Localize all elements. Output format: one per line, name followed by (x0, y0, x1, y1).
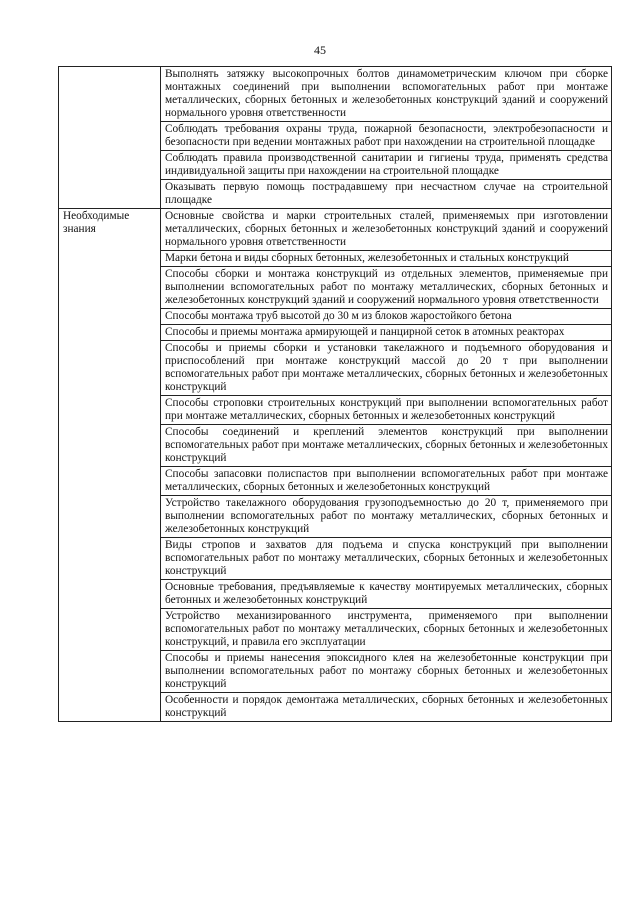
table-cell: Устройство механизированного инструмента, применяемого при выполнении вспомогательных работ по монтажу металлических, сборных бетонных и железобетонных конструкций, и правила его эксплуатации (161, 609, 612, 651)
table-row (59, 209, 612, 251)
table-cell: Особенности и порядок демонтажа металлических, сборных бетонных и железобетонных конструкций (161, 693, 612, 722)
table-cell: Марки бетона и виды сборных бетонных, железобетонных и стальных конструкций (161, 251, 612, 267)
table-cell: Способы сборки и монтажа конструкций из отдельных элементов, применяемые при выполнении вспомогательных работ по монтажу металлических, сборных бетонных и железобетонных конструкций зданий и сооружений нормального уровня ответственности (161, 267, 612, 309)
table-cell: Виды стропов и захватов для подъема и спуска конструкций при выполнении вспомогательных работ по монтажу металлических, сборных бетонных и железобетонных конструкций (161, 538, 612, 580)
table-cell: Основные свойства и марки строительных сталей, применяемых при изготовлении металлических, сборных бетонных и железобетонных конструкций зданий и сооружений нормального уровня ответственности (161, 209, 612, 251)
table-row (59, 67, 612, 122)
page-number: 45 (314, 43, 326, 57)
table-cell: Способы запасовки полиспастов при выполнении вспомогательных работ при монтаже металлических, сборных бетонных и железобетонных конструкций (161, 467, 612, 496)
table-cell: Способы и приемы монтажа армирующей и панцирной сеток в атомных реакторах (161, 325, 612, 341)
table-cell: Основные требования, предъявляемые к качеству монтируемых металлических, сборных бетонных и железобетонных конструкций (161, 580, 612, 609)
table-cell: Способы строповки строительных конструкций при выполнении вспомогательных работ при монтаже металлических, сборных бетонных и железобетонных конструкций (161, 396, 612, 425)
table-cell: Способы монтажа труб высотой до 30 м из блоков жаростойкого бетона (161, 309, 612, 325)
table-cell: Устройство такелажного оборудования грузоподъемностью до 20 т, применяемого при выполнении вспомогательных работ по монтажу металлических, сборных бетонных и железобетонных конструкций (161, 496, 612, 538)
table-cell: Способы соединений и креплений элементов конструкций при выполнении вспомогательных работ при монтаже металлических, сборных бетонных и железобетонных конструкций (161, 425, 612, 467)
table-cell: Соблюдать правила производственной санитарии и гигиены труда, применять средства индивидуальной защиты при нахождении на строительной площадке (161, 151, 612, 180)
table-cell: Способы и приемы сборки и установки такелажного и подъемного оборудования и приспособлений при монтаже конструкций массой до 20 т при выполнении вспомогательных работ при монтаже металлических, сборных бетонных и железобетонных конструкций (161, 341, 612, 396)
table-cell: Способы и приемы нанесения эпоксидного клея на железобетонные конструкции при выполнении вспомогательных работ по монтажу сборных бетонных и железобетонных конструкций (161, 651, 612, 693)
table-cell: Оказывать первую помощь пострадавшему при несчастном случае на строительной площадке (161, 180, 612, 209)
requirements-table (58, 66, 612, 722)
section-label-required-knowledge: Необходимые знания (63, 210, 130, 235)
table-cell: Выполнять затяжку высокопрочных болтов динамометрическим ключом при сборке монтажных соединений при выполнении вспомогательных работ при монтаже металлических, сборных бетонных и железобетонных конструкций зданий и сооружений нормального уровня ответственности (161, 67, 612, 122)
table-cell: Соблюдать требования охраны труда, пожарной безопасности, электробезопасности и безопасности при ведении монтажных работ при нахождении на строительной площадке (161, 122, 612, 151)
section-label-cell (59, 67, 161, 209)
section-label-cell (59, 209, 161, 722)
